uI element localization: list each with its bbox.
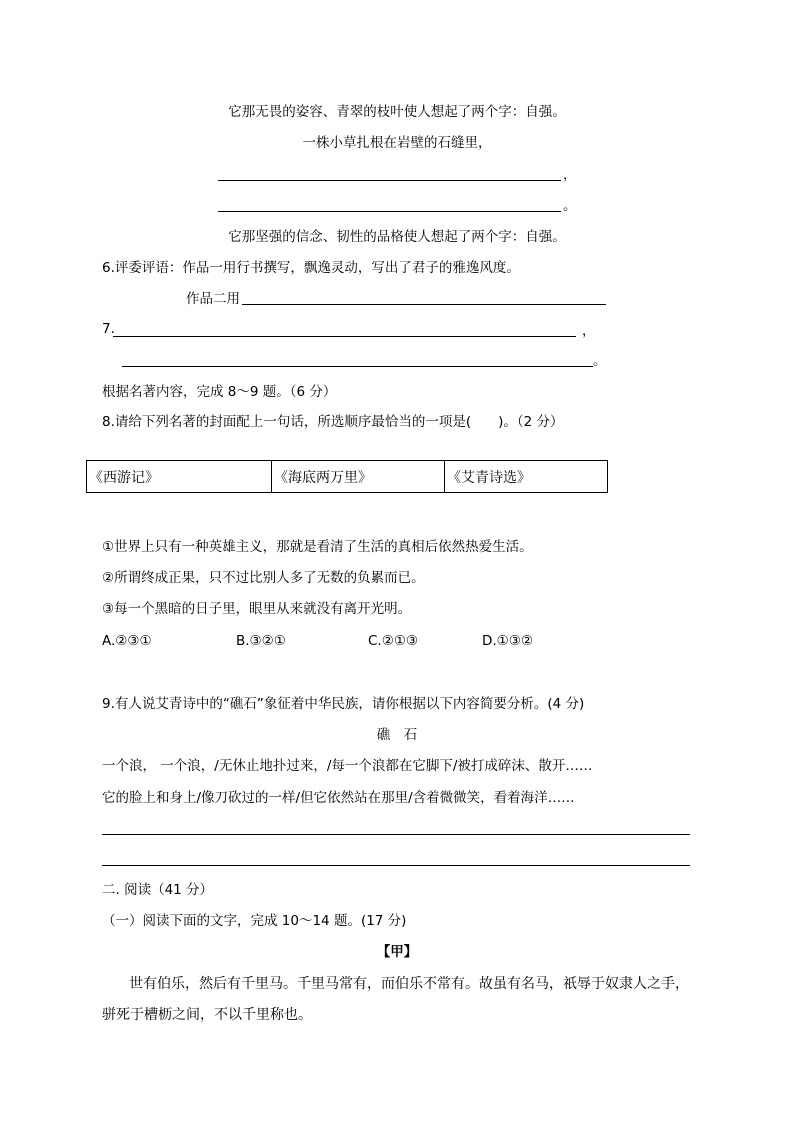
blank-2-period: 。	[563, 198, 577, 214]
blank-1-comma: ，	[563, 167, 577, 183]
poem-line-1: 它那无畏的姿容、青翠的枝叶使人想起了两个字：自强。	[228, 104, 566, 120]
book-cover-table	[86, 460, 608, 493]
section-2-subtitle: （一）阅读下面的文字，完成 10～14 题。(17 分)	[102, 913, 407, 929]
option-d[interactable]: D.①③②	[482, 633, 533, 649]
section-2-title: 二. 阅读（41 分）	[102, 882, 214, 898]
book-cell-aiqing: 《艾青诗选》	[445, 461, 608, 493]
book-cell-haidi: 《海底两万里》	[272, 461, 445, 493]
quote-1: ①世界上只有一种英雄主义，那就是看清了生活的真相后依然热爱生活。	[102, 539, 533, 555]
answer-blank-q6[interactable]	[242, 304, 606, 305]
q7-comma: ，	[582, 323, 596, 339]
passage-paragraph-2: 骈死于槽枥之间，不以千里称也。	[102, 1007, 312, 1023]
jiaoshi-line-2: 它的脸上和身上/像刀砍过的一样/但它依然站在那里/含着微微笑，看着海洋……	[102, 790, 575, 806]
option-b[interactable]: B.③②①	[236, 633, 286, 649]
answer-blank-2[interactable]	[218, 211, 561, 212]
answer-blank-q7-line2[interactable]	[122, 366, 593, 367]
answer-blank-q9-line2[interactable]	[102, 865, 690, 866]
book-cell-xiyouji: 《西游记》	[87, 461, 272, 493]
question-6-work2-label: 作品二用	[186, 291, 240, 307]
answer-blank-q9-line1[interactable]	[102, 834, 690, 835]
q7-period: 。	[593, 353, 607, 369]
question-8-text: 8.请给下列名著的封面配上一句话，所选顺序最恰当的一项是( )。（2 分）	[102, 414, 564, 430]
option-c[interactable]: C.②①③	[368, 633, 419, 649]
passage-paragraph-1: 世有伯乐，然后有千里马。千里马常有，而伯乐不常有。故虽有名马，祇辱于奴隶人之手，	[129, 976, 689, 992]
jiaoshi-line-1: 一个浪， 一个浪，/无休止地扑过来，/每一个浪都在它脚下/被打成碎沫、散开……	[102, 758, 593, 774]
quote-2: ②所谓终成正果，只不过比别人多了无数的负累而已。	[102, 570, 425, 586]
poem-title-jiaoshi: 礁 石	[376, 727, 418, 743]
quote-3: ③每一个黑暗的日子里，眼里从来就没有离开光明。	[102, 601, 412, 617]
answer-blank-1[interactable]	[218, 180, 561, 181]
question-6-text: 6.评委评语：作品一用行书撰写，飘逸灵动，写出了君子的雅逸风度。	[102, 260, 520, 276]
poem-line-2: 一株小草扎根在岩壁的石缝里，	[302, 135, 492, 151]
passage-label-jia: 【甲】	[376, 944, 418, 960]
question-9-text: 9.有人说艾青诗中的“礁石”象征着中华民族，请你根据以下内容简要分析。(4 分)	[102, 696, 585, 712]
option-a[interactable]: A.②③①	[102, 633, 152, 649]
question-7-number: 7.	[102, 321, 115, 337]
poem-line-3: 它那坚强的信念、韧性的品格使人想起了两个字：自强。	[228, 229, 566, 245]
answer-blank-q7-line1[interactable]	[113, 336, 576, 337]
section-intro: 根据名著内容，完成 8～9 题。（6 分）	[102, 384, 337, 400]
